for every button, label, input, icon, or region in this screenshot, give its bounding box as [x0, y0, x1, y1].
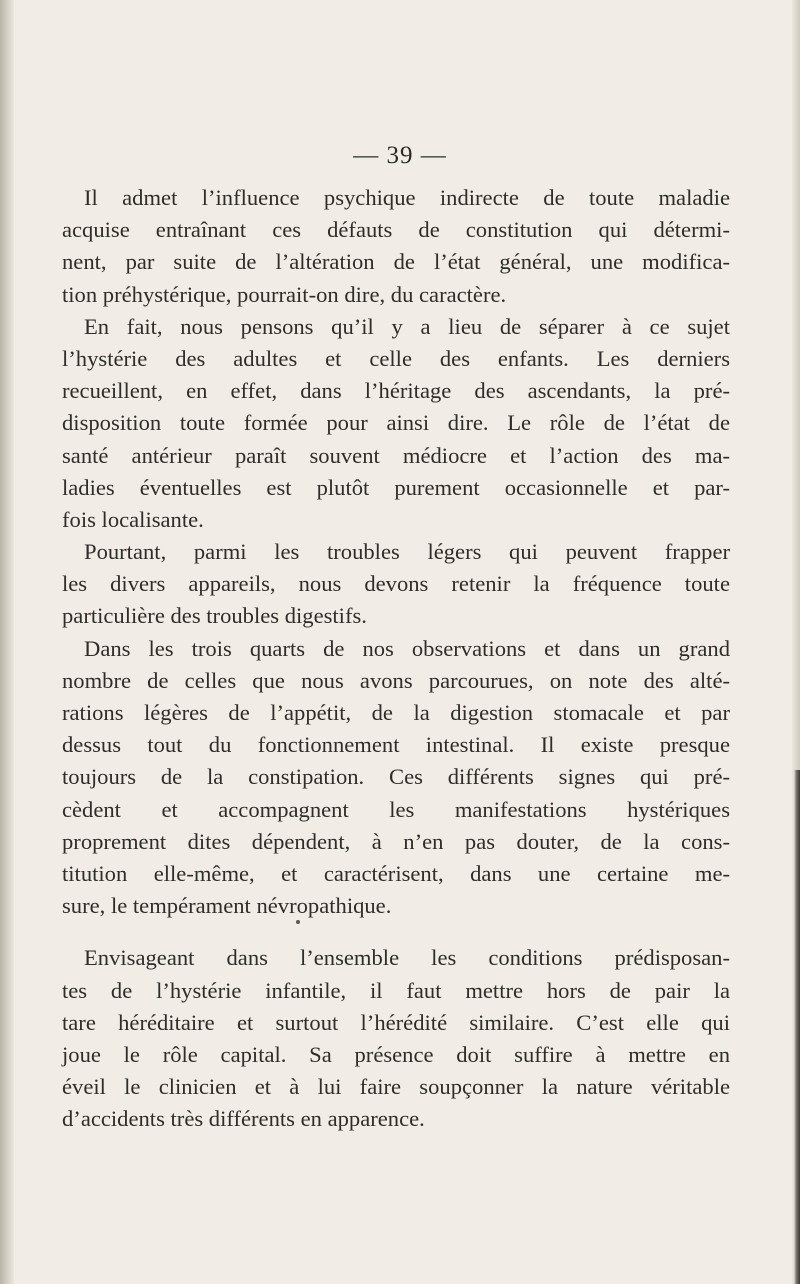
page-number: — 39 — [353, 142, 447, 169]
text-line: cèdent et accompagnent les manifestations hystériques [62, 796, 730, 822]
paragraph [62, 536, 730, 633]
page-edge-shadow-right [794, 770, 800, 1284]
text-line: ladies éventuelles est plutôt purement occasionnelle et par- [62, 474, 730, 500]
text-line: disposition toute formée pour ainsi dire. Le rôle de l’état de [62, 410, 730, 436]
text-line: joue le rôle capital. Sa présence doit suffire à mettre en [62, 1041, 730, 1067]
text-line: toujours de la constipation. Ces différents signes qui pré- [62, 764, 730, 790]
text-line: proprement dites dépendent, à n’en pas douter, de la cons- [62, 828, 730, 854]
text-line: Dans les trois quarts de nos observations et dans un grand [84, 635, 730, 661]
text-line: tes de l’hystérie infantile, il faut mettre hors de pair la [62, 977, 730, 1003]
text-line: Il admet l’influence psychique indirecte de toute maladie [84, 185, 730, 210]
text-line: En fait, nous pensons qu’il y a lieu de séparer à ce sujet [84, 313, 730, 339]
paragraph [62, 633, 730, 923]
text-line: particulière des troubles digestifs. [62, 603, 367, 629]
text-line: sure, le tempérament névropathique. [62, 893, 392, 919]
page-binding-shadow-left [0, 0, 14, 1284]
text-line: Pourtant, parmi les troubles légers qui peuvent frapper [84, 539, 730, 565]
text-line: rations légères de l’appétit, de la digestion stomacale et par [62, 700, 730, 725]
text-line: l’hystérie des adultes et celle des enfants. Les derniers [62, 345, 730, 371]
body-text [62, 182, 730, 1135]
text-line: santé antérieur paraît souvent médiocre et l’action des ma- [62, 442, 730, 468]
paragraph [62, 182, 730, 311]
text-line: tion préhystérique, pourrait-on dire, du caractère. [62, 281, 507, 307]
text-line: nent, par suite de l’altération de l’état général, une modifica- [62, 249, 730, 275]
paragraph [62, 942, 730, 1135]
text-line: Envisageant dans l’ensemble les conditions prédisposan- [84, 945, 730, 971]
text-line: titution elle-même, et caractérisent, dans une certaine me- [62, 860, 730, 886]
text-line: tare héréditaire et surtout l’hérédité similaire. C’est elle qui [62, 1009, 730, 1035]
text-line: fois localisante. [62, 506, 204, 532]
text-line: recueillent, en effet, dans l’héritage des ascendants, la pré- [62, 378, 730, 404]
text-line: nombre de celles que nous avons parcourues, on note des alté- [62, 667, 730, 693]
text-line: acquise entraînant ces défauts de constitution qui détermi- [62, 217, 730, 243]
text-line: les divers appareils, nous devons retenir la fréquence toute [62, 571, 730, 597]
text-line: d’accidents très différents en apparence. [62, 1106, 425, 1132]
text-line: éveil le clinicien et à lui faire soupçonner la nature véritable [62, 1074, 730, 1100]
paragraph [62, 311, 730, 536]
text-line: dessus tout du fonctionnement intestinal. Il existe presque [62, 732, 730, 758]
ink-speck [296, 920, 300, 924]
section-gap [62, 922, 730, 942]
